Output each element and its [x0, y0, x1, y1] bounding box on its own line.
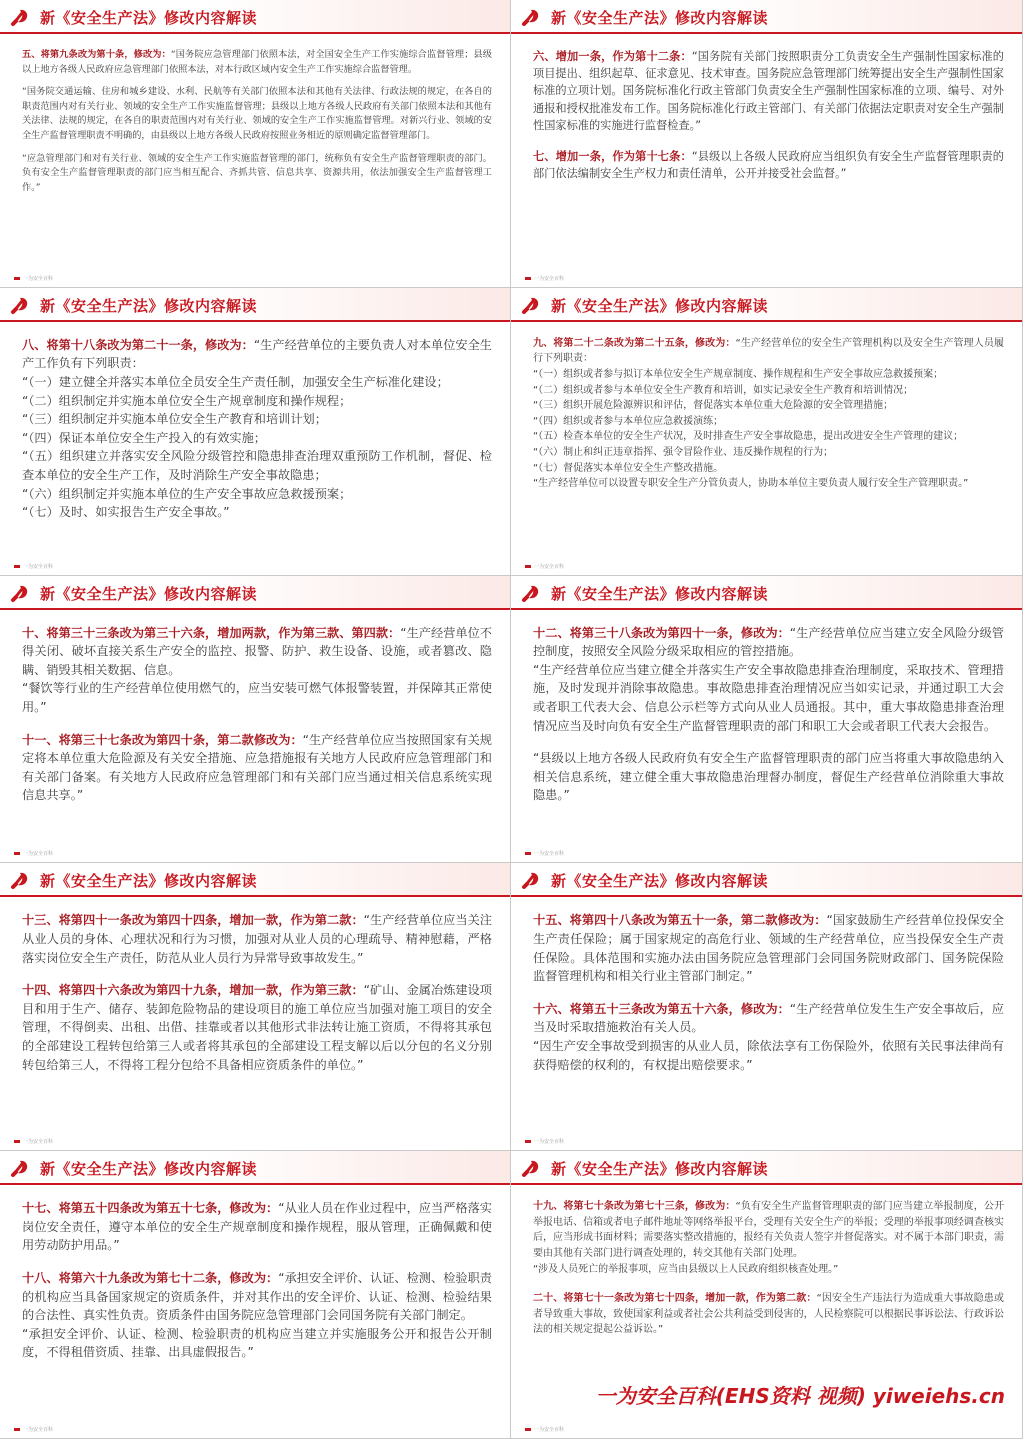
clause-text: “国家鼓励生产经营单位投保安全生产责任保险；属于国家规定的高危行业、领域的生产经营单位，应当投保安全生产责任保险。具体范围和实施办法由国务院应急管理部门会同国务院财政部门、国务院保险监督管理机构和相关行业主管部门制定。” — [533, 913, 1004, 984]
slide-body — [533, 336, 1004, 553]
clause-text: “生产经营单位应当关注从业人员的身体、心理状况和行为习惯，加强对从业人员的心理疏导、精神慰藉，严格落实岗位安全生产责任，防范从业人员行为异常导致事故发生。” — [22, 913, 492, 965]
clause-paragraph — [533, 911, 1004, 985]
slide-footer — [14, 563, 53, 570]
slide-9 — [0, 1151, 511, 1439]
slide-header — [511, 0, 1022, 34]
clause-paragraph — [22, 48, 492, 77]
clause-text: “生产经营单位不得关闭、破坏直接关系生产安全的监控、报警、防护、救生设备、设施，或者篡改、隐瞒、销毁其相关数据、信息。 “餐饮等行业的生产经营单位使用燃气的，应当安装可燃气体报警装置，并保障其正常使用。” — [22, 625, 492, 714]
footer-logo-icon — [14, 1428, 20, 1431]
party-emblem-icon — [8, 1156, 32, 1180]
clause-text: “从业人员在作业过程中，应当严格落实岗位安全责任，遵守本单位的安全生产规章制度和操作规程，服从管理，正确佩戴和使用劳动防护用品。” — [22, 1201, 492, 1253]
clause-paragraph — [22, 1269, 492, 1362]
slide-body — [22, 48, 492, 265]
slide-1 — [0, 0, 511, 288]
footer-text: 一为安全百科 — [534, 275, 565, 282]
slide-footer — [525, 563, 564, 570]
clause-paragraph — [22, 624, 492, 717]
clause-text: “生产经营单位应当按照国家有关规定将本单位重大危险源及有关安全措施、应急措施报有关地方人民政府应急管理部门和有关部门备案。有关地方人民政府应急管理部门和有关部门应当通过相关信息系统实现信息共享。” — [22, 732, 492, 803]
slide-body — [22, 1199, 492, 1416]
clause-text: “因安全生产违法行为造成重大事故隐患或者导致重大事故，致使国家利益或者社会公共利益受到侵害的，人民检察院可以根据民事诉讼法、行政诉讼法的相关规定提起公益诉讼。” — [533, 1293, 1004, 1336]
clause-paragraph — [22, 911, 492, 967]
slide-5 — [0, 576, 511, 864]
clause-text: “生产经营单位应当建立安全风险分级管控制度，按照安全风险分级采取相应的管控措施。 “生产经营单位应当建立健全并落实生产安全事故隐患排查治理制度，采取技术、管理措施，及时发现并消除事故隐患。事故隐患排查治理情况应当如实记录，并通过职工大会或者职工代表大会、信息公示栏等方式向从业人员通报。其中，重大事故隐患排查治理情况应当及时向负有安全生产监督管理职责的部门和职工大会或者职工代表大会报告。 — [533, 625, 1004, 733]
slide-header — [511, 1151, 1022, 1185]
slide-title: 新《安全生产法》修改内容解读 — [551, 1160, 769, 1179]
clause-heading: 七、增加一条，作为第十七条： — [533, 150, 692, 164]
clause-text: “国务院交通运输、住房和城乡建设、水利、民航等有关部门依照本法和其他有关法律、行政法规的规定，在各自的职责范围内对有关行业、领域的安全生产工作实施监督管理；县级以上地方各级人民政府有关部门依照本法和其他有关法律、法规的规定，在各自的职责范围内对有关行业、领域的安全生产工作实施监督管理。对新兴行业、领域的安全生产监督管理职责不明确的，由县级以上地方各级人民政府按照业务相近的原则确定监督管理部门。 — [22, 86, 492, 141]
clause-heading: 九、将第二十二条改为第二十五条，修改为： — [533, 337, 736, 349]
footer-text: 一为安全百科 — [23, 851, 54, 858]
footer-logo-icon — [14, 565, 20, 568]
clause-heading: 十九、将第七十条改为第七十三条，修改为： — [533, 1201, 736, 1213]
site-watermark: 一为安全百科(EHS资料 视频) yiweiehs.cn — [595, 1384, 1005, 1408]
footer-text: 一为安全百科 — [534, 1426, 565, 1433]
clause-paragraph — [22, 152, 492, 196]
footer-text: 一为安全百科 — [534, 851, 565, 858]
slide-body — [22, 336, 492, 553]
footer-text: 一为安全百科 — [23, 275, 54, 282]
slide-title: 新《安全生产法》修改内容解读 — [551, 584, 769, 603]
clause-paragraph — [533, 48, 1004, 134]
clause-paragraph — [533, 1199, 1004, 1277]
clause-paragraph — [533, 1000, 1004, 1074]
slide-header — [0, 1151, 510, 1185]
clause-heading: 十四、将第四十六条改为第四十九条，增加一款，作为第三款： — [22, 983, 364, 998]
clause-heading: 五、将第九条改为第十条，修改为： — [22, 49, 171, 60]
slide-title: 新《安全生产法》修改内容解读 — [40, 872, 258, 891]
clause-paragraph — [533, 1291, 1004, 1338]
slide-footer — [525, 850, 564, 857]
slide-header — [0, 863, 510, 897]
clause-paragraph — [533, 749, 1004, 805]
clause-heading: 十三、将第四十一条改为第四十四条，增加一款，作为第二款： — [22, 913, 364, 928]
slide-4 — [511, 288, 1023, 576]
slide-footer — [525, 275, 564, 282]
clause-heading: 十八、将第六十九条改为第七十二条，修改为： — [22, 1270, 279, 1285]
slide-header — [511, 863, 1022, 897]
clause-text: “国务院有关部门按照职责分工负责安全生产强制性国家标准的项目提出、组织起草、征求意见、技术审查。国务院应急管理部门统筹提出安全生产强制性国家标准的立项计划。国务院标准化行政主管部门负责安全生产强制性国家标准的立项、编号、对外通报和授权批准发布工作。国务院标准化行政主管部门、有关部门依据法定职责对安全生产强制性国家标准的实施进行监督检查。” — [533, 50, 1004, 132]
party-emblem-icon — [519, 868, 543, 892]
clause-heading: 十、将第三十三条改为第三十六条，增加两款，作为第三款、第四款： — [22, 625, 401, 640]
footer-logo-icon — [525, 852, 531, 855]
slide-8 — [511, 863, 1023, 1151]
slide-title: 新《安全生产法》修改内容解读 — [551, 872, 769, 891]
slide-footer — [14, 1426, 53, 1433]
slide-6 — [511, 576, 1023, 864]
clause-heading: 十一、将第三十七条改为第四十条，第二款修改为： — [22, 732, 303, 747]
party-emblem-icon — [8, 5, 32, 29]
footer-logo-icon — [14, 852, 20, 855]
slide-body — [22, 624, 492, 841]
clause-heading: 二十、将第七十一条改为第七十四条，增加一款，作为第二款： — [533, 1293, 817, 1305]
footer-logo-icon — [14, 1140, 20, 1143]
clause-text: “矿山、金属冶炼建设项目和用于生产、储存、装卸危险物品的建设项目的施工单位应当加强对施工项目的安全管理，不得倒卖、出租、出借、挂靠或者以其他形式非法转让施工资质，不得将其承包的全部建设工程转包给第三人或者将其承包的全部建设工程支解以后以分包的名义分别转包给第三人，不得将工程分包给不具备相应资质条件的单位。” — [22, 983, 492, 1072]
clause-paragraph — [22, 85, 492, 143]
clause-heading: 十七、将第五十四条改为第五十七条，修改为： — [22, 1201, 279, 1216]
clause-heading: 十六、将第五十三条改为第五十六条，修改为： — [533, 1001, 790, 1016]
clause-heading: 十二、将第三十八条改为第四十一条，修改为： — [533, 625, 790, 640]
clause-text: “生产经营单位的安全生产管理机构以及安全生产管理人员履行下列职责： “（一）组织或者参与拟订本单位安全生产规章制度、操作规程和生产安全事故应急救援预案； “（二）组织或者参与本单位安全生产教育和培训，如实记录安全生产教育和培训情况； “（三）组织开展危险源辨识和评估，督促落实本单位重大危险源的安全管理措施； “（四）组织或者参与本单位应急救援演练； “（五）检查本单位的安全生产状况，及时排查生产安全事故隐患，提出改进安全生产管理的建议； “（六）制止和纠正违章指挥、强令冒险作业、违反操作规程的行为； “（七）督促落实本单位安全生产整改措施。 “生产经营单位可以设置专职安全生产分管负责人，协助本单位主要负责人履行安全生产管理职责。” — [533, 337, 1004, 490]
footer-text: 一为安全百科 — [23, 1139, 54, 1146]
slide-3 — [0, 288, 511, 576]
party-emblem-icon — [519, 293, 543, 317]
slide-footer — [525, 1426, 564, 1433]
clause-text: “应急管理部门和对有关行业、领域的安全生产工作实施监督管理的部门，统称负有安全生产监督管理职责的部门。负有安全生产监督管理职责的部门应当相互配合、齐抓共管、信息共享、资源共用，依法加强安全生产监督管理工作。” — [22, 152, 492, 193]
clause-text: “生产经营单位发生生产安全事故后，应当及时采取措施救治有关人员。 “因生产安全事故受到损害的从业人员，除依法享有工伤保险外，依照有关民事法律尚有获得赔偿的权利的，有权提出赔偿要求。” — [533, 1001, 1004, 1072]
clause-paragraph — [22, 336, 492, 522]
slide-2 — [511, 0, 1023, 288]
clause-paragraph — [533, 148, 1004, 182]
clause-paragraph — [533, 336, 1004, 492]
footer-logo-icon — [525, 277, 531, 280]
slide-footer — [14, 850, 53, 857]
clause-text: “县级以上各级人民政府应当组织负有安全生产监督管理职责的部门依法编制安全生产权力和责任清单，公开并接受社会监督。” — [533, 150, 1004, 181]
footer-text: 一为安全百科 — [534, 563, 565, 570]
clause-heading: 六、增加一条，作为第十二条： — [533, 50, 692, 63]
slide-header — [0, 288, 510, 322]
footer-text: 一为安全百科 — [23, 1426, 54, 1433]
slide-body — [533, 48, 1004, 265]
party-emblem-icon — [519, 581, 543, 605]
party-emblem-icon — [519, 1156, 543, 1180]
slide-body — [22, 911, 492, 1128]
footer-logo-icon — [525, 565, 531, 568]
slide-title: 新《安全生产法》修改内容解读 — [40, 9, 258, 27]
slide-header — [0, 576, 510, 610]
clause-text: “负有安全生产监督管理职责的部门应当建立举报制度，公开举报电话、信箱或者电子邮件地址等网络举报平台，受理有关安全生产的举报；受理的举报事项经调查核实后，应当形成书面材料；需要落实整改措施的，报经有关负责人签字并督促落实。对不属于本部门职责，需要由其他有关部门进行调查处理的，转交其他有关部门处理。 “涉及人员死亡的举报事项，应当由县级以上人民政府组织核查处理。” — [533, 1201, 1004, 1275]
footer-logo-icon — [14, 277, 20, 280]
slide-header — [0, 0, 510, 34]
clause-paragraph — [22, 1199, 492, 1255]
clause-text: “承担安全评价、认证、检测、检验职责的机构应当具备国家规定的资质条件，并对其作出的安全评价、认证、检测、检验结果的合法性、真实性负责。资质条件由国务院应急管理部门会同国务院有关部门制定。 “承担安全评价、认证、检测、检验职责的机构应当建立并实施服务公开和报告公开制度，不得租借资质、挂靠、出具虚假报告。” — [22, 1270, 492, 1360]
footer-logo-icon — [525, 1428, 531, 1431]
slide-footer — [525, 1138, 564, 1145]
slide-title: 新《安全生产法》修改内容解读 — [551, 9, 769, 27]
slide-footer — [14, 275, 53, 282]
party-emblem-icon — [8, 581, 32, 605]
slide-7 — [0, 863, 511, 1151]
footer-text: 一为安全百科 — [534, 1139, 565, 1146]
clause-heading: 八、将第十八条改为第二十一条，修改为： — [22, 337, 254, 352]
slide-title: 新《安全生产法》修改内容解读 — [40, 1160, 258, 1179]
clause-heading: 十五、将第四十八条改为第五十一条，第二款修改为： — [533, 913, 827, 928]
slide-title: 新《安全生产法》修改内容解读 — [40, 296, 258, 315]
slide-header — [511, 576, 1022, 610]
slide-body — [533, 624, 1004, 841]
clause-paragraph — [533, 624, 1004, 736]
slide-title: 新《安全生产法》修改内容解读 — [551, 296, 769, 315]
party-emblem-icon — [8, 868, 32, 892]
clause-text: “生产经营单位的主要负责人对本单位安全生产工作负有下列职责： “（一）建立健全并落实本单位全员安全生产责任制，加强安全生产标准化建设； “（二）组织制定并实施本单位安全生产规章制度和操作规程； “（三）组织制定并实施本单位安全生产教育和培训计划； “（四）保证本单位安全生产投入的有效实施； “（五）组织建立并落实安全风险分级管控和隐患排查治理双重预防工作机制，督促、检查本单位的安全生产工作，及时消除生产安全事故隐患； “（六）组织制定并实施本单位的生产安全事故应急救援预案； “（七）及时、如实报告生产安全事故。” — [22, 337, 492, 520]
footer-logo-icon — [525, 1140, 531, 1143]
slide-title: 新《安全生产法》修改内容解读 — [40, 584, 258, 603]
clause-text: “县级以上地方各级人民政府负有安全生产监督管理职责的部门应当将重大事故隐患纳入相关信息系统，建立健全重大事故隐患治理督办制度，督促生产经营单位消除重大事故隐患。” — [533, 751, 1004, 803]
slide-footer — [14, 1138, 53, 1145]
slide-header — [511, 288, 1022, 322]
clause-paragraph — [22, 731, 492, 805]
clause-text: “国务院应急管理部门依照本法，对全国安全生产工作实施综合监督管理；县级以上地方各级人民政府应急管理部门依照本法，对本行政区域内安全生产工作实施综合监督管理。 — [22, 49, 492, 75]
clause-paragraph — [22, 981, 492, 1074]
party-emblem-icon — [519, 5, 543, 29]
slide-body — [533, 911, 1004, 1128]
footer-text: 一为安全百科 — [23, 563, 54, 570]
party-emblem-icon — [8, 293, 32, 317]
